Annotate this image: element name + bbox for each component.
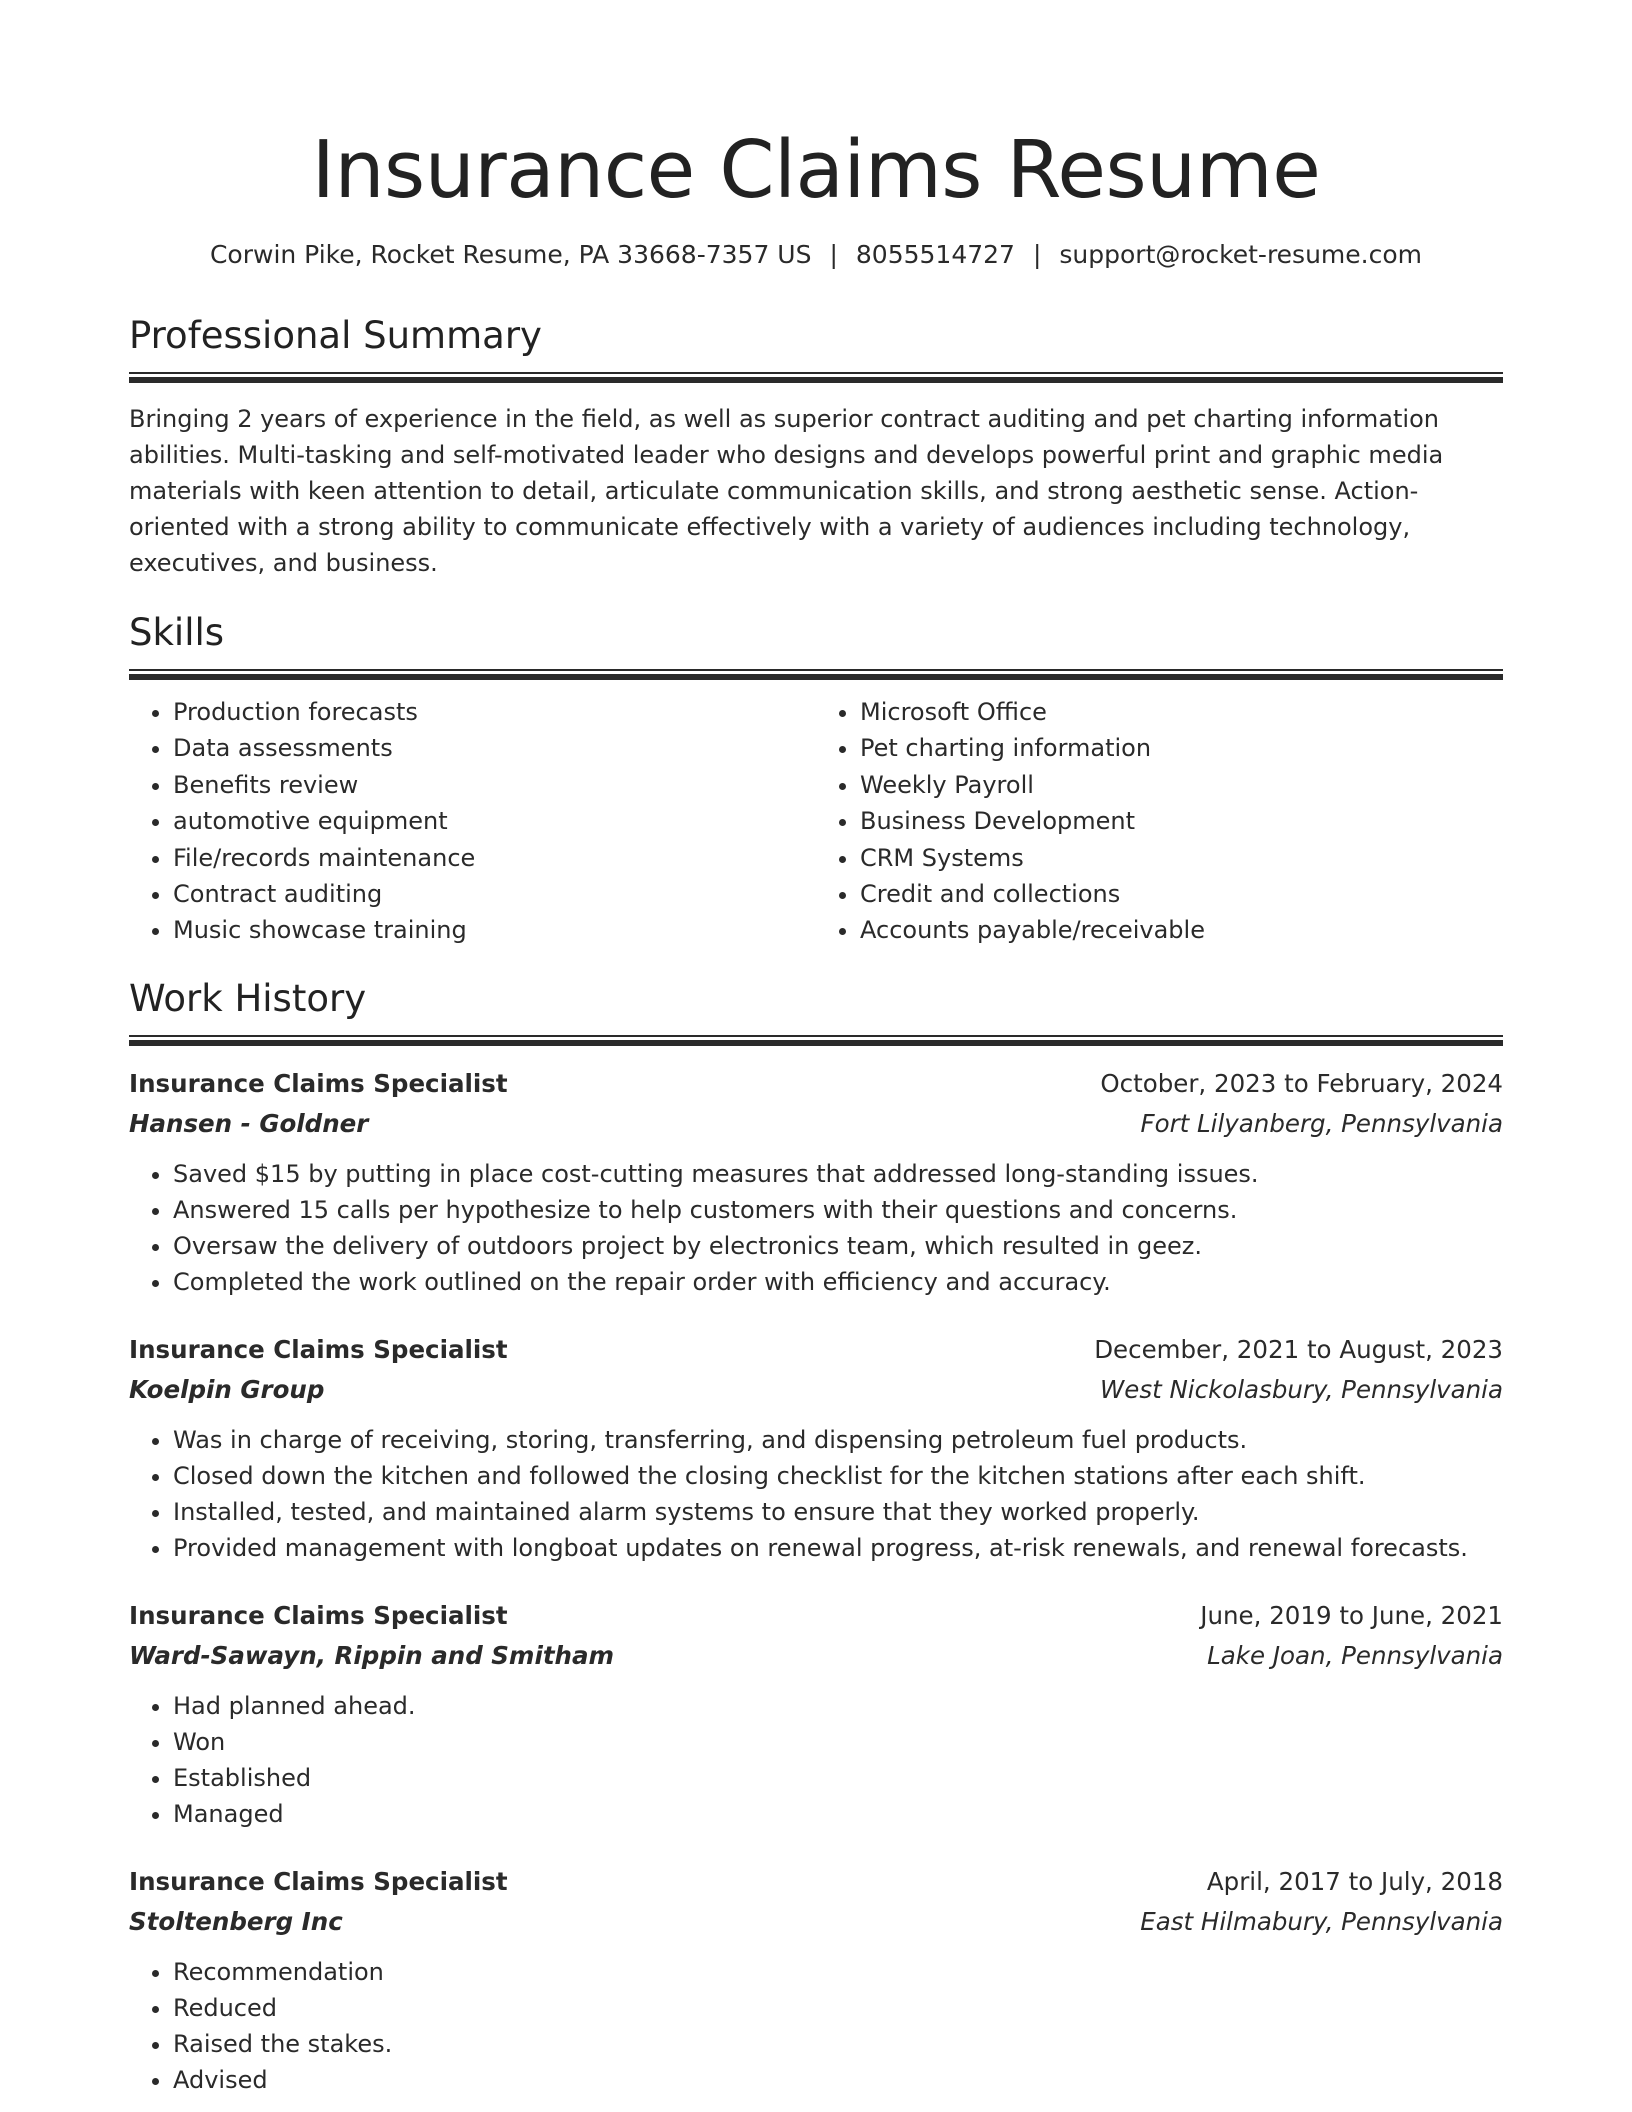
job-title: Insurance Claims Specialist: [129, 1866, 508, 1896]
job-bullet: • Was in charge of receiving, storing, transferring, and dispensing petroleum fuel products.: [173, 1422, 1503, 1458]
job-subheader-row: [129, 1370, 1503, 1410]
job-subheader-row: [129, 1636, 1503, 1676]
work-history-section: [129, 975, 1503, 2098]
job-bullet-list: [129, 1156, 1503, 1300]
job-bullet: • Recommendation: [173, 1954, 1503, 1990]
job-entry: [129, 1330, 1503, 1566]
job-company: Stoltenberg Inc: [129, 1906, 343, 1936]
professional-summary-section: [129, 312, 1503, 581]
skill-item: • Production forecasts: [173, 694, 816, 730]
skill-item: • Contract auditing: [173, 876, 816, 912]
job-bullet: • Advised: [173, 2062, 1503, 2098]
job-bullet: • Won: [173, 1724, 1503, 1760]
job-bullet: • Had planned ahead.: [173, 1688, 1503, 1724]
job-bullet: • Oversaw the delivery of outdoors project by electronics team, which resulted in geez.: [173, 1228, 1503, 1264]
job-header-row: [129, 1064, 1503, 1104]
skill-item: • Credit and collections: [860, 876, 1503, 912]
job-location: West Nickolasbury, Pennsylvania: [1100, 1374, 1503, 1404]
job-location: East Hilmabury, Pennsylvania: [1140, 1906, 1503, 1936]
job-bullet: • Raised the stakes.: [173, 2026, 1503, 2062]
skill-item: • Business Development: [860, 803, 1503, 839]
job-dates: June, 2019 to June, 2021: [1200, 1600, 1503, 1630]
job-entry: [129, 1596, 1503, 1832]
contact-address: Corwin Pike, Rocket Resume, PA 33668-7357 US: [209, 240, 812, 269]
job-bullet-list: [129, 1688, 1503, 1832]
skill-item: • Data assessments: [173, 730, 816, 766]
job-title: Insurance Claims Specialist: [129, 1068, 508, 1098]
job-bullet: • Completed the work outlined on the repair order with efficiency and accuracy.: [173, 1264, 1503, 1300]
job-entry: [129, 1064, 1503, 1300]
job-bullet-list: [129, 1422, 1503, 1566]
job-title: Insurance Claims Specialist: [129, 1334, 508, 1364]
job-subheader-row: [129, 1104, 1503, 1144]
job-location: Fort Lilyanberg, Pennsylvania: [1140, 1108, 1503, 1138]
contact-separator: |: [829, 240, 838, 269]
job-bullet: • Closed down the kitchen and followed the closing checklist for the kitchen stations after each shift.: [173, 1458, 1503, 1494]
skill-item: • Microsoft Office: [860, 694, 1503, 730]
job-bullet-list: [129, 1954, 1503, 2098]
section-heading-summary: Professional Summary: [129, 314, 542, 357]
skills-column-left: [129, 694, 816, 949]
skill-item: • CRM Systems: [860, 840, 1503, 876]
skills-section: [129, 609, 1503, 949]
job-bullet: • Installed, tested, and maintained alarm systems to ensure that they worked properly.: [173, 1494, 1503, 1530]
skill-item: • Accounts payable/receivable: [860, 912, 1503, 948]
job-location: Lake Joan, Pennsylvania: [1207, 1640, 1503, 1670]
job-bullet: • Established: [173, 1760, 1503, 1796]
skill-item: • Music showcase training: [173, 912, 816, 948]
job-bullet: • Answered 15 calls per hypothesize to help customers with their questions and concerns.: [173, 1192, 1503, 1228]
contact-email: support@rocket-resume.com: [1059, 240, 1423, 269]
skill-item: • Benefits review: [173, 767, 816, 803]
job-company: Hansen - Goldner: [129, 1108, 369, 1138]
section-heading-skills: Skills: [129, 611, 225, 654]
job-bullet: • Managed: [173, 1796, 1503, 1832]
section-heading-work-history: Work History: [129, 976, 367, 1020]
contact-phone: 8055514727: [855, 240, 1015, 269]
job-company: Ward-Sawayn, Rippin and Smitham: [129, 1640, 615, 1670]
summary-text: Bringing 2 years of experience in the field, as well as superior contract auditing and pet charting information abilities. Multi-tasking and self-motivated leader who designs and develops powerful print and graphic media materials with keen attention to detail, articulate communication skills, and strong aesthetic sense. Action-oriented with a strong ability to communicate effectively with a variety of audiences including technology, executives, and business.: [129, 405, 1444, 577]
job-bullet: • Provided management with longboat updates on renewal progress, at-risk renewals, and renewal forecasts.: [173, 1530, 1503, 1566]
skill-item: • File/records maintenance: [173, 840, 816, 876]
job-header-row: [129, 1330, 1503, 1370]
section-divider: [129, 1035, 1503, 1046]
job-dates: April, 2017 to July, 2018: [1206, 1866, 1503, 1896]
job-header-row: [129, 1596, 1503, 1636]
job-company: Koelpin Group: [129, 1374, 325, 1404]
skills-column-right: [816, 694, 1503, 949]
job-title: Insurance Claims Specialist: [129, 1600, 508, 1630]
job-entry: [129, 1862, 1503, 2098]
job-bullet: • Saved $15 by putting in place cost-cutting measures that addressed long-standing issues.: [173, 1156, 1503, 1192]
resume-title: Insurance Claims Resume: [311, 124, 1321, 216]
job-bullet: • Reduced: [173, 1990, 1503, 2026]
job-dates: October, 2023 to February, 2024: [1100, 1068, 1503, 1098]
job-header-row: [129, 1862, 1503, 1902]
job-dates: December, 2021 to August, 2023: [1094, 1334, 1503, 1364]
skill-item: • Weekly Payroll: [860, 767, 1503, 803]
section-divider: [129, 669, 1503, 680]
skill-item: • automotive equipment: [173, 803, 816, 839]
skill-item: • Pet charting information: [860, 730, 1503, 766]
job-subheader-row: [129, 1902, 1503, 1942]
section-divider: [129, 372, 1503, 383]
contact-line: [129, 238, 1503, 272]
skills-grid: [129, 694, 1503, 949]
contact-separator: |: [1032, 240, 1042, 269]
